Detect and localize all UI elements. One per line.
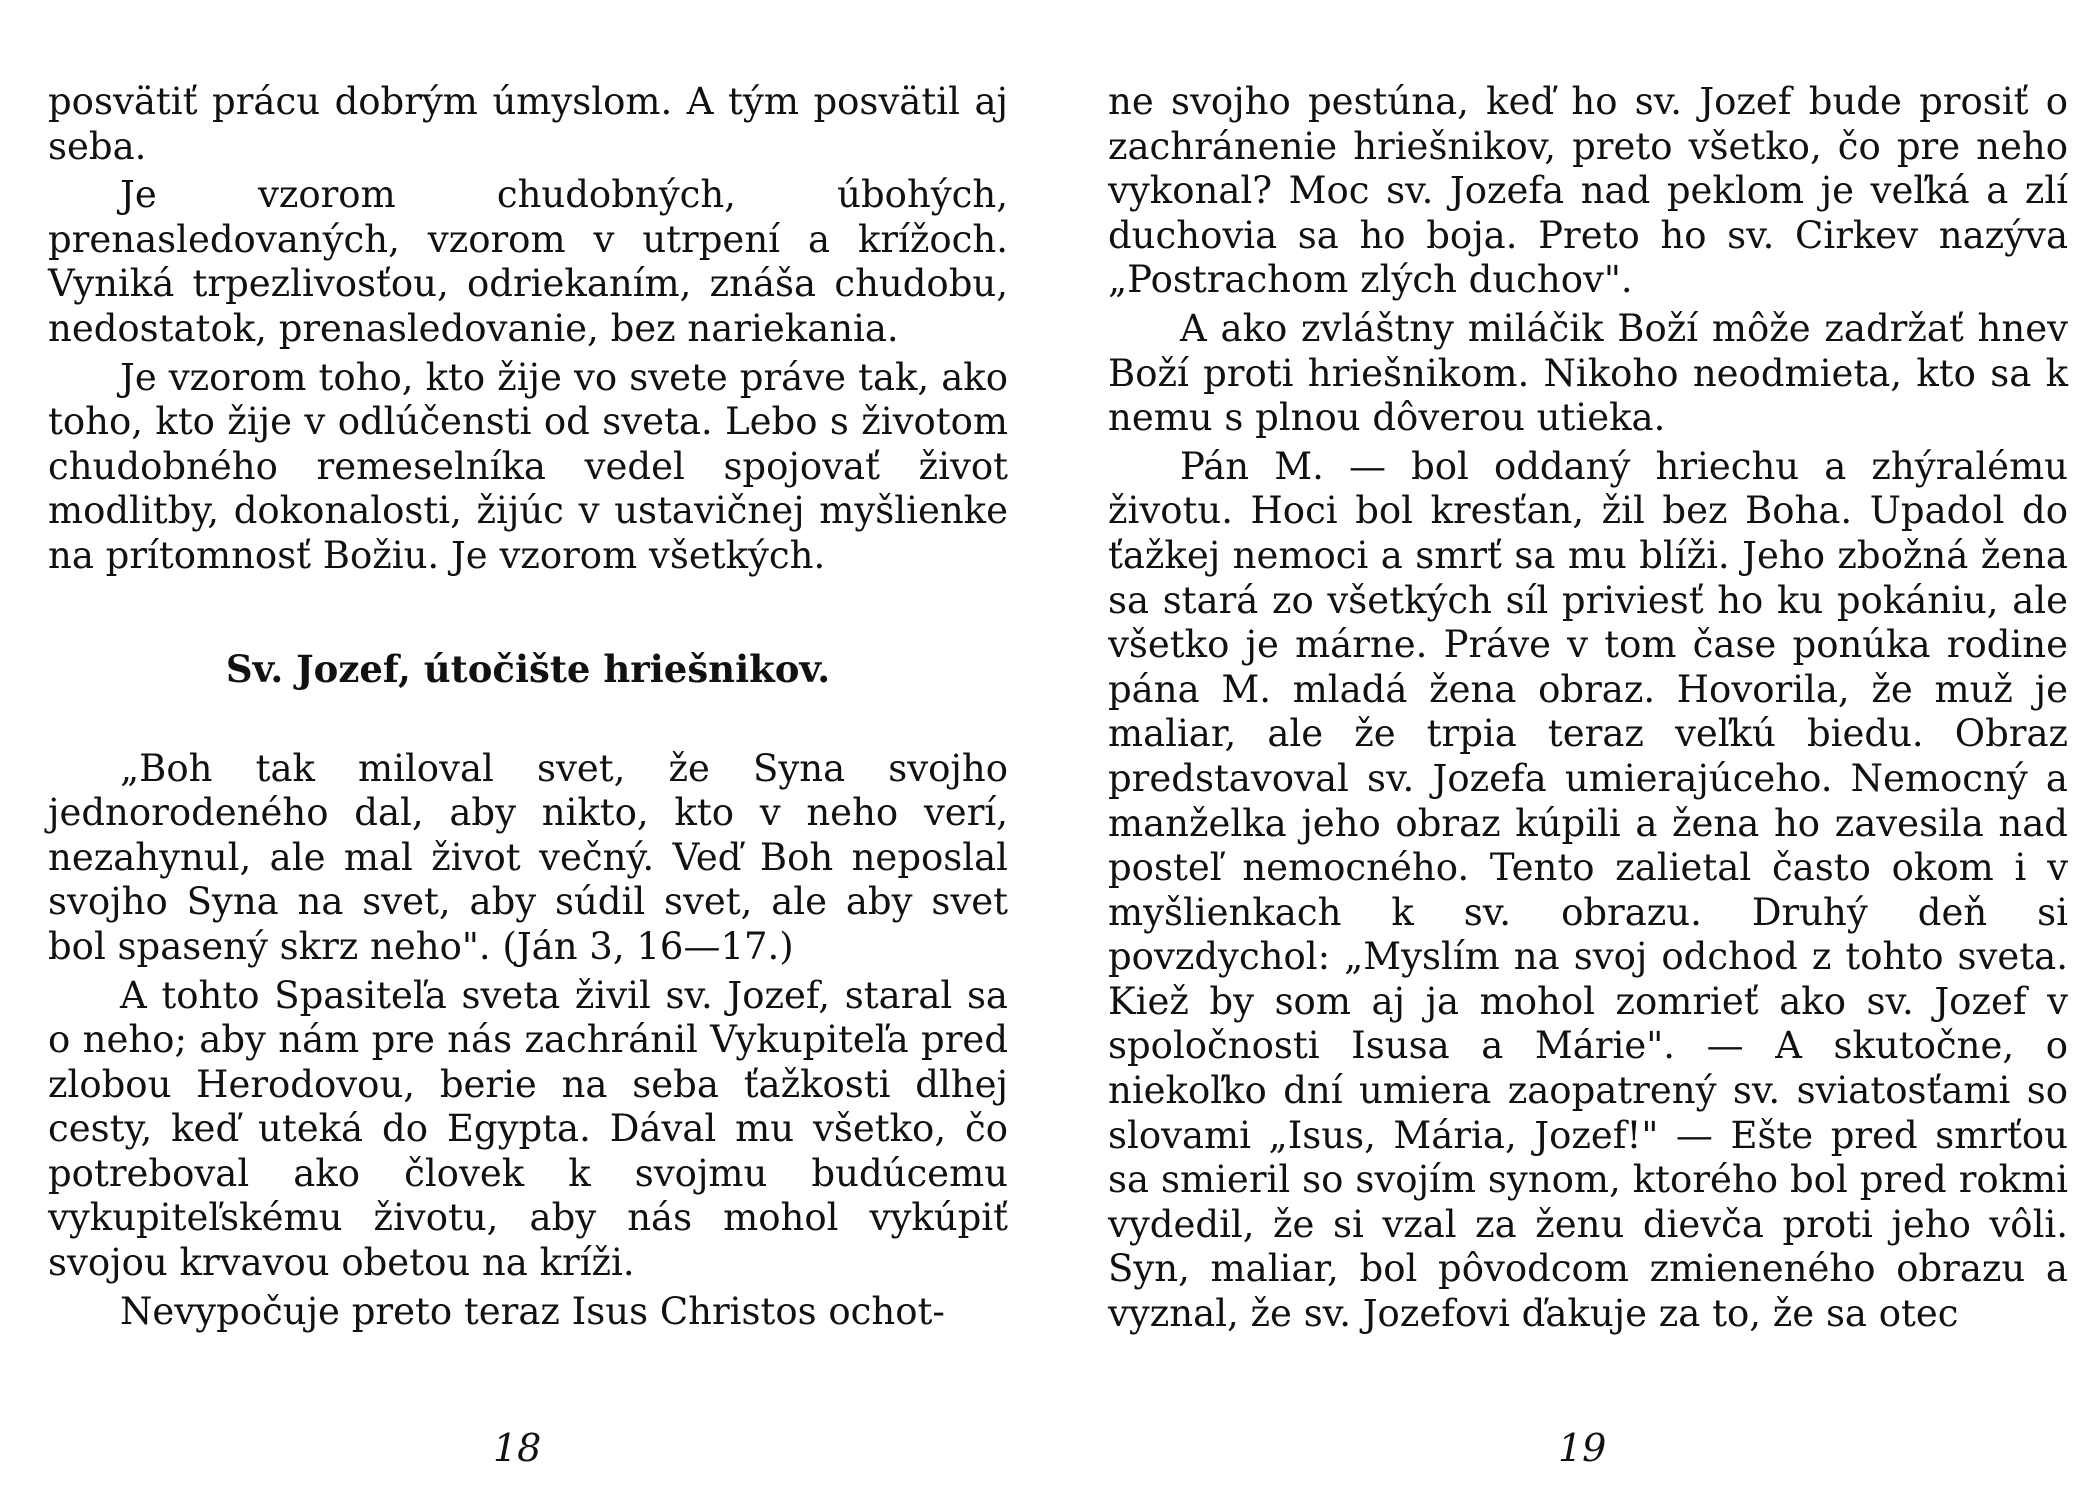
left-paragraph-1: posvätiť prácu dobrým úmyslom. A tým posvätil aj seba.	[48, 80, 1008, 168]
right-paragraph-3: Pán M. — bol oddaný hriechu a zhýralému životu. Hoci bol kresťan, žil bez Boha. Upadol do ťažkej nemoci a smrť sa mu blíži. Jeho zbožná žena sa stará zo všetkých síl priviesť ho ku pokániu, ale všetko je márne. Práve v tom čase ponúka rodine pána M. mladá žena obraz. Hovorila, že muž je maliar, ale že trpia teraz veľkú biedu. Obraz predstavoval sv. Jozefa umierajúceho. Nemocný a manželka jeho obraz kúpili a žena ho zavesila nad posteľ nemocného. Tento zalietal často okom i v myšlienkach k sv. obrazu. Druhý deň si povzdychol: „Myslím na svoj odchod z tohto sveta. Kiež by som aj ja mohol zomrieť ako sv. Jozef v spoločnosti Isusa a Márie". — A skutočne, o niekoľko dní umiera zaopatrený sv. sviatosťami so slovami „Isus, Mária, Jozef!" — Ešte pred smrťou sa smieril so svojím synom, ktorého bol pred rokmi vydedil, že si vzal za ženu dievča proti jeho vôli. Syn, maliar, bol pôvodcom zmieneného obrazu a vyznal, že sv. Jozefovi ďakuje za to, že sa otec	[1108, 444, 2068, 1336]
left-paragraph-4: „Boh tak miloval svet, že Syna svojho jednorodeného dal, aby nikto, kto v neho verí, nezahynul, ale mal život večný. Veď Boh neposlal svojho Syna na svet, aby súdil svet, ale aby svet bol spasený skrz neho". (Ján 3, 16—17.)	[48, 746, 1008, 968]
right-paragraph-1: ne svojho pestúna, keď ho sv. Jozef bude prosiť o zachránenie hriešnikov, preto všetko, čo pre neho vykonal? Moc sv. Jozefa nad peklom je veľká a zlí duchovia sa ho boja. Preto ho sv. Cirkev nazýva „Postrachom zlých duchov".	[1108, 80, 2068, 302]
left-paragraph-6: Nevypočuje preto teraz Isus Christos ochot-	[120, 1289, 945, 1333]
page-number-right: 19	[1558, 1426, 1607, 1470]
left-paragraph-2: Je vzorom chudobných, úbohých, prenasledovaných, vzorom v utrpení a krížoch. Vyniká trpezlivosťou, odriekaním, znáša chudobu, nedostatok, prenasledovanie, bez nariekania.	[48, 173, 1008, 350]
section-heading: Sv. Jozef, útočište hriešnikov.	[225, 646, 831, 691]
left-paragraph-3: Je vzorom toho, kto žije vo svete práve tak, ako toho, kto žije v odlúčensti od sveta. Lebo s životom chudobného remeselníka vedel spojovať život modlitby, dokonalosti, žijúc v ustavičnej myšlienke na prítomnosť Božiu. Je vzorom všetkých.	[48, 355, 1008, 577]
page-number-left: 18	[493, 1426, 542, 1470]
right-page	[1108, 80, 2068, 1341]
left-paragraph-5: A tohto Spasiteľa sveta živil sv. Jozef, staral sa o neho; aby nám pre nás zachránil Vykupiteľa pred zlobou Herodovou, berie na seba ťažkosti dlhej cesty, keď uteká do Egypta. Dával mu všetko, čo potreboval ako človek k svojmu budúcemu vykupiteľskému životu, aby nás mohol vykúpiť svojou krvavou obetou na kríži.	[48, 973, 1008, 1285]
right-paragraph-2: A ako zvláštny miláčik Boží môže zadržať hnev Boží proti hriešnikom. Nikoho neodmieta, kto sa k nemu s plnou dôverou utieka.	[1108, 306, 2068, 440]
left-page	[48, 80, 1008, 1338]
